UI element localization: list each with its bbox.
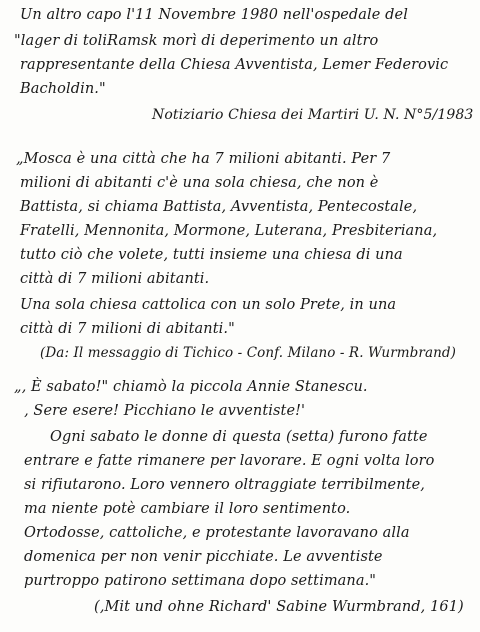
text-line: Bacholdin."	[20, 81, 106, 97]
text-line: Battista, si chiama Battista, Avventista, Pentecostale,	[20, 199, 418, 215]
text-line: rappresentante della Chiesa Avventista, Lemer Federovic	[20, 57, 449, 73]
text-line: Fratelli, Mennonita, Mormone, Luterana, Presbiteriana,	[20, 223, 438, 239]
text-line: purtroppo patirono settimana dopo settimana."	[24, 573, 377, 589]
text-line: domenica per non venir picchiate. Le avventiste	[24, 549, 383, 565]
text-line: città di 7 milioni abitanti.	[20, 271, 210, 287]
text-line: entrare e fatte rimanere per lavorare. E ogni volta loro	[24, 453, 435, 469]
text-line: ma niente potè cambiare il loro sentimento.	[24, 501, 351, 517]
text-line: Ortodosse, cattoliche, e protestante lavoravano alla	[24, 525, 410, 541]
source-citation: Notiziario Chiesa dei Martiri U. N. N°5/1983	[152, 107, 474, 123]
text-line: milioni di abitanti c'è una sola chiesa, che non è	[20, 175, 379, 191]
text-line: „‚ È sabato!" chiamò la piccola Annie Stanescu.	[14, 379, 368, 395]
text-line: „Mosca è una città che ha 7 milioni abitanti. Per 7	[16, 151, 391, 167]
source-citation: (Da: Il messaggio di Tichico - Conf. Milano - R. Wurmbrand)	[40, 345, 457, 361]
text-line: Un altro capo l'11 Novembre 1980 nell'ospedale del	[20, 7, 408, 23]
text-line: Una sola chiesa cattolica con un solo Prete, in una	[20, 297, 397, 313]
text-line: si rifiutarono. Loro vennero oltraggiate terribilmente,	[24, 477, 425, 493]
text-line: Ogni sabato le donne di questa (setta) furono fatte	[50, 429, 428, 445]
text-line: ‚ Sere esere! Picchiano le avventiste!'	[24, 403, 306, 419]
text-line: "lager di toliRamsk morì di deperimento un altro	[14, 33, 379, 49]
source-citation: (‚Mit und ohne Richard' Sabine Wurmbrand, 161)	[94, 599, 464, 615]
text-line: città di 7 milioni di abitanti."	[20, 321, 235, 337]
text-line: tutto ciò che volete, tutti insieme una chiesa di una	[20, 247, 403, 263]
